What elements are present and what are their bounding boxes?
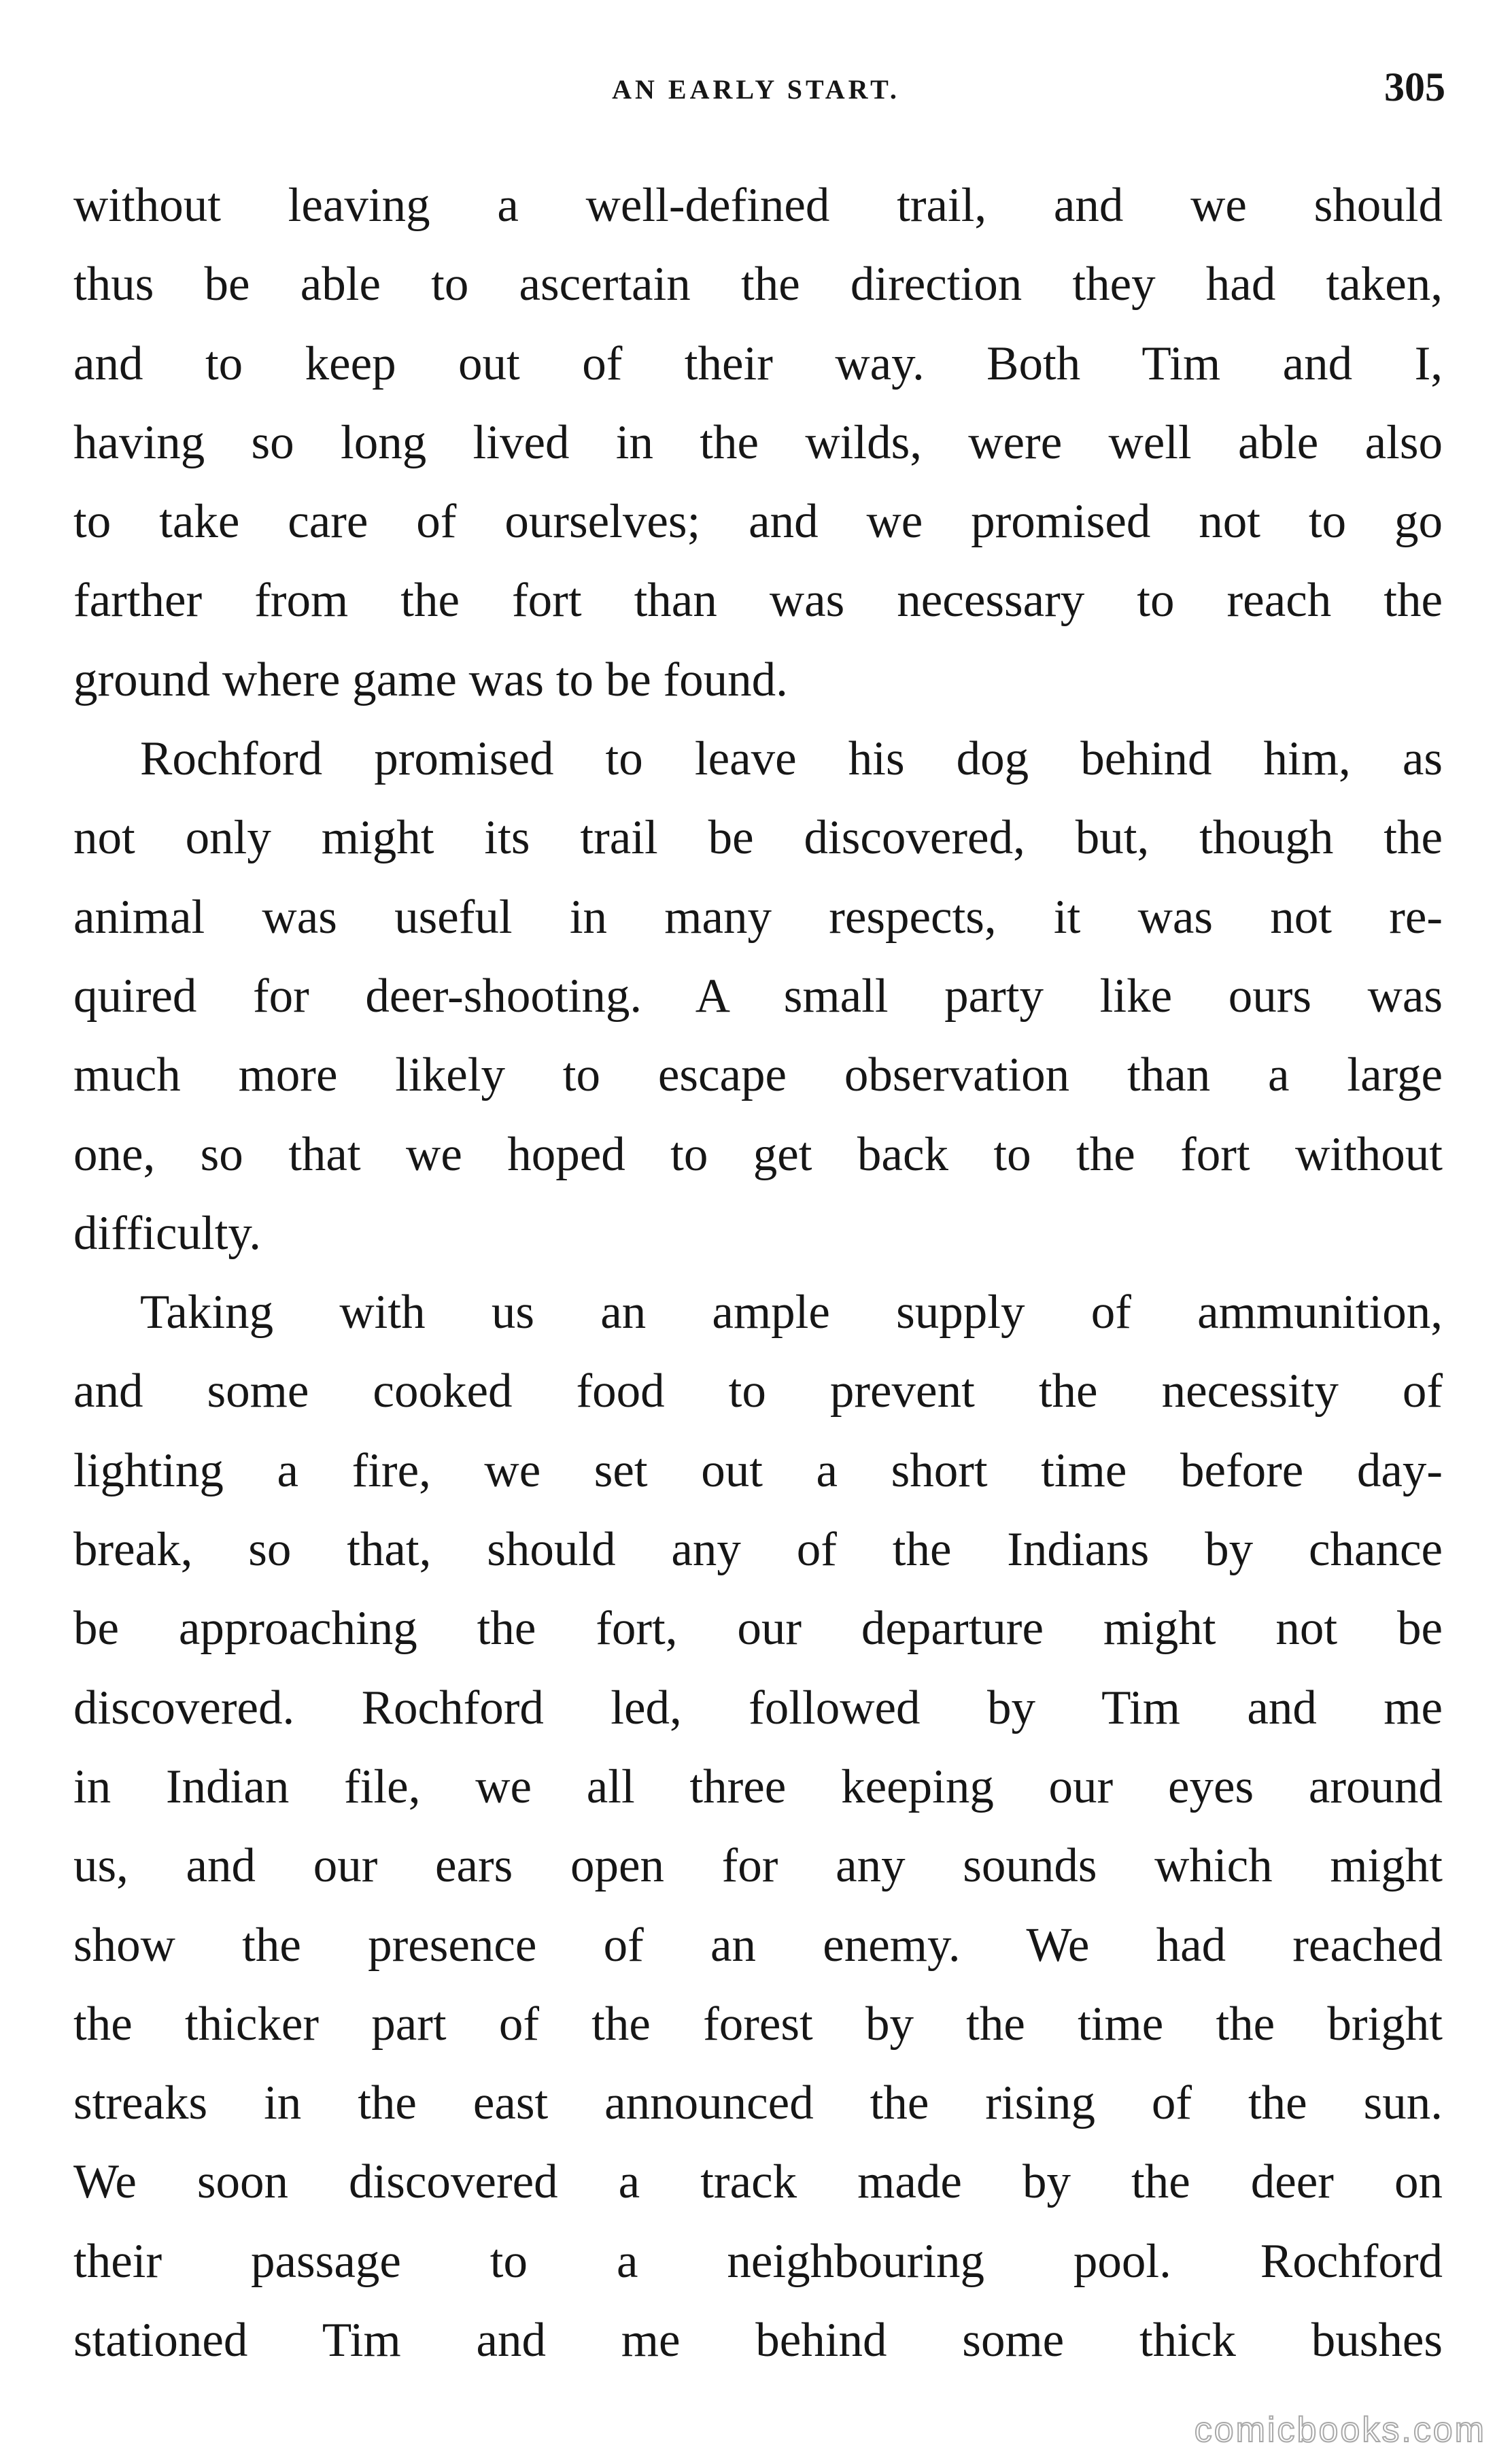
- paragraph: [73, 719, 1443, 1273]
- text-line: discovered. Rochford led, followed by Tim and me: [73, 1681, 1443, 1734]
- text-line: be approaching the fort, our departure might not be: [73, 1602, 1443, 1656]
- text-line: We soon discovered a track made by the deer on: [73, 2155, 1443, 2209]
- text-line: show the presence of an enemy. We had reached: [73, 1918, 1443, 1972]
- body-text: [73, 166, 1443, 2380]
- text-line: and to keep out of their way. Both Tim and I,: [73, 337, 1443, 390]
- text-line: and some cooked food to prevent the necessity of: [73, 1365, 1443, 1418]
- paragraph: [73, 1273, 1443, 2380]
- text-line: difficulty.: [73, 1206, 262, 1260]
- text-line: having so long lived in the wilds, were well able also: [73, 415, 1443, 469]
- text-line: much more likely to escape observation than a large: [73, 1048, 1443, 1102]
- text-line: the thicker part of the forest by the time the bright: [73, 1997, 1443, 2051]
- text-line: one, so that we hoped to get back to the fort without: [73, 1127, 1443, 1181]
- running-title: AN EARLY START.: [612, 74, 900, 105]
- text-line: us, and our ears open for any sounds which might: [73, 1839, 1443, 1893]
- text-line: break, so that, should any of the Indians by chance: [73, 1523, 1443, 1577]
- watermark: comicbooks.com: [1194, 2410, 1486, 2450]
- text-line: ground where game was to be found.: [73, 653, 788, 706]
- text-line: to take care of ourselves; and we promised not to go: [73, 495, 1443, 549]
- text-line: in Indian file, we all three keeping our eyes around: [73, 1760, 1443, 1813]
- paragraph: [73, 166, 1443, 719]
- text-line: their passage to a neighbouring pool. Rochford: [73, 2234, 1443, 2288]
- text-line: animal was useful in many respects, it was not re-: [73, 890, 1443, 944]
- page-number: 305: [1384, 65, 1445, 109]
- running-head: [0, 65, 1512, 122]
- text-line: lighting a fire, we set out a short time before day-: [73, 1443, 1443, 1497]
- text-line: without leaving a well-defined trail, and we should: [73, 179, 1443, 232]
- text-line: Taking with us an ample supply of ammunition,: [140, 1286, 1443, 1339]
- text-line: thus be able to ascertain the direction they had taken,: [73, 258, 1443, 311]
- text-line: quired for deer-shooting. A small party like ours was: [73, 969, 1443, 1023]
- text-line: streaks in the east announced the rising of the sun.: [73, 2076, 1443, 2130]
- text-line: Rochford promised to leave his dog behind him, as: [140, 732, 1443, 786]
- text-line: stationed Tim and me behind some thick bushes: [73, 2314, 1443, 2367]
- text-line: farther from the fort than was necessary to reach the: [73, 574, 1443, 628]
- text-line: not only might its trail be discovered, but, though the: [73, 811, 1443, 865]
